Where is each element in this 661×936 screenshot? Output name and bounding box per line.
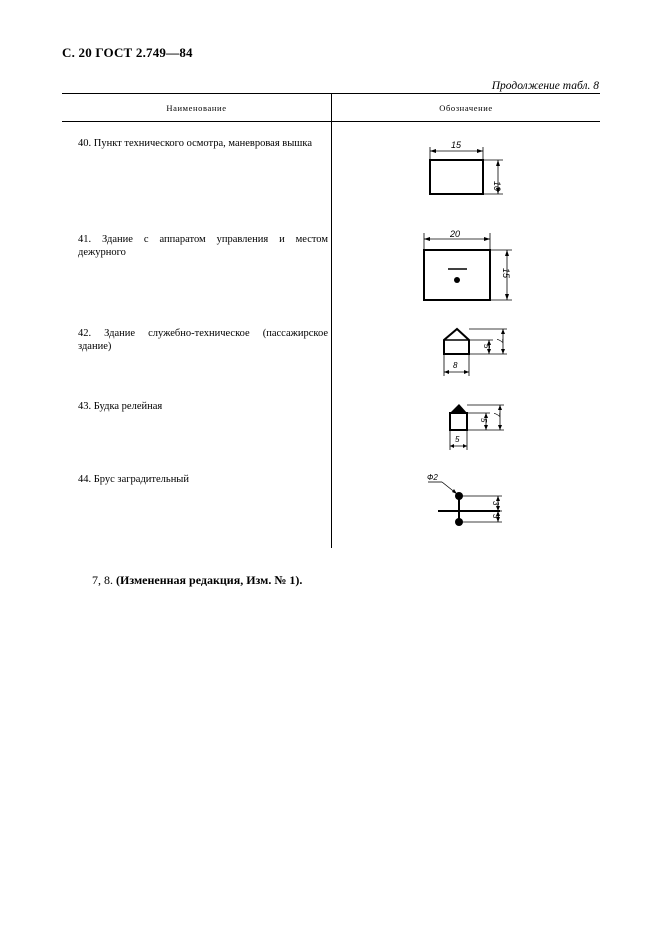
amendment-note xyxy=(92,573,302,588)
dim-label: 5 xyxy=(479,418,488,423)
dim-label: 7 xyxy=(492,412,501,417)
amendment-note-prefix: 7, 8. xyxy=(92,573,113,587)
column-header-symbol: Обозначение xyxy=(439,103,493,113)
inspection-point-rectangle-icon xyxy=(418,135,518,205)
row-43-text: 43. Будка релейная xyxy=(78,401,163,412)
dim-label: 3 xyxy=(491,514,500,519)
dim-width-label: 20 xyxy=(450,229,461,239)
table-row-40-name xyxy=(64,137,328,150)
dim-label: 3 xyxy=(491,501,500,506)
dim-height-label: 15 xyxy=(501,268,511,279)
dim-label: 5 xyxy=(482,344,491,349)
dim-label: 5 xyxy=(455,435,460,444)
row-44-text: 44. Брус заградительный xyxy=(78,474,189,485)
table-row-41-name xyxy=(64,233,328,259)
dim-label: 8 xyxy=(453,361,458,370)
row-40-text: 40. Пункт технического осмотра, маневровая вышка xyxy=(78,138,312,149)
table-row-42-name xyxy=(64,327,328,353)
column-header-name: Наименование xyxy=(166,103,227,113)
service-building-pentagon-icon xyxy=(433,322,523,382)
page-header-title: С. 20 ГОСТ 2.749—84 xyxy=(62,45,193,60)
relay-booth-icon xyxy=(438,396,528,456)
control-building-rectangle-icon xyxy=(412,227,522,307)
table-row-43-name xyxy=(64,400,328,413)
amendment-note-text: (Измененная редакция, Изм. № 1). xyxy=(116,573,303,587)
row-41-text: 41. Здание с аппаратом управления и местом дежурного xyxy=(78,234,328,258)
dim-label: 7 xyxy=(495,338,504,343)
barrier-beam-icon xyxy=(420,470,520,550)
table-continuation-caption: Продолжение табл. 8 xyxy=(491,80,599,92)
table-column-divider xyxy=(331,93,332,548)
row-42-text: 42. Здание служебно-техническое (пассажирское здание) xyxy=(78,328,328,352)
table-row-44-name xyxy=(64,473,328,486)
dim-diameter-label: Ф2 xyxy=(427,473,438,482)
dim-width-label: 15 xyxy=(451,140,462,150)
dim-height-label: 10 xyxy=(492,181,502,192)
